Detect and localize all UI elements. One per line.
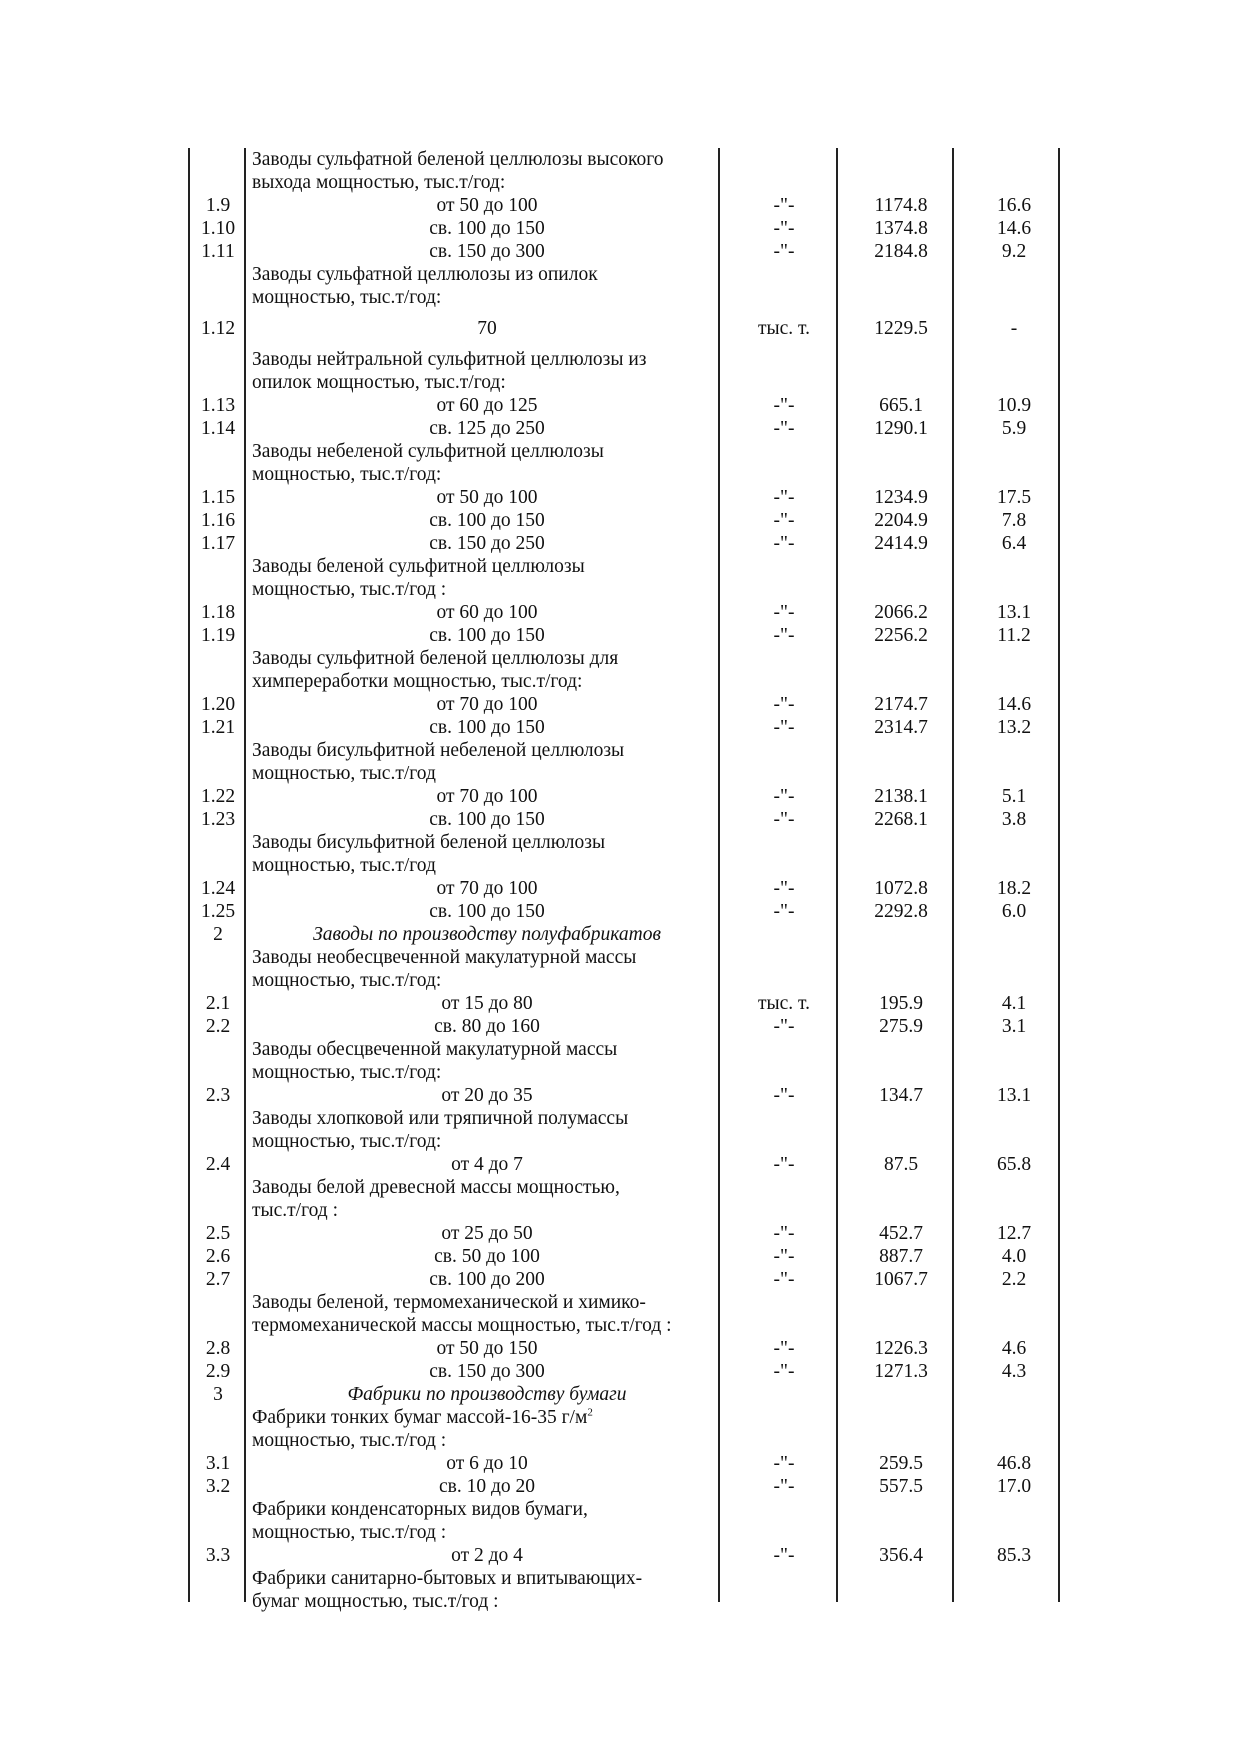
value-cell-2: 11.2 bbox=[997, 625, 1031, 646]
table-row bbox=[188, 1521, 1060, 1544]
unit-cell: -"- bbox=[773, 1269, 795, 1290]
row-number: 1.13 bbox=[200, 395, 236, 416]
table-row bbox=[188, 1107, 1060, 1130]
table-row bbox=[188, 1498, 1060, 1521]
row-description: мощностью, тыс.т/год : bbox=[252, 1430, 447, 1451]
row-number: 1.15 bbox=[200, 487, 236, 508]
value-cell-2: 18.2 bbox=[996, 878, 1032, 899]
row-description: Заводы беленой, термомеханической и химико- bbox=[252, 1292, 646, 1313]
row-description: от 6 до 10 bbox=[446, 1453, 528, 1474]
row-number: 1.9 bbox=[205, 195, 231, 216]
table-row bbox=[188, 486, 1060, 509]
row-description: мощностью, тыс.т/год bbox=[252, 855, 436, 876]
unit-cell: -"- bbox=[773, 1246, 795, 1267]
unit-cell: -"- bbox=[773, 602, 795, 623]
row-number: 1.19 bbox=[200, 625, 236, 646]
value-cell-1: 259.5 bbox=[879, 1453, 923, 1474]
value-cell-2: 16.6 bbox=[996, 195, 1032, 216]
value-cell-2: 4.3 bbox=[1001, 1361, 1027, 1382]
row-description: Заводы сульфатной беленой целлюлозы высокого bbox=[252, 149, 664, 170]
table-row bbox=[188, 647, 1060, 670]
table-row bbox=[188, 394, 1060, 417]
row-description: св. 10 до 20 bbox=[438, 1476, 536, 1497]
value-cell-2: 65.8 bbox=[996, 1154, 1032, 1175]
table-row bbox=[188, 1268, 1060, 1291]
row-number: 2.6 bbox=[205, 1246, 231, 1267]
row-number: 2.9 bbox=[205, 1361, 231, 1382]
table-row bbox=[188, 1567, 1060, 1590]
row-description: мощностью, тыс.т/год: bbox=[252, 970, 442, 991]
row-description: Заводы небеленой сульфитной целлюлозы bbox=[252, 441, 604, 462]
row-description: мощностью, тыс.т/год: bbox=[252, 1131, 442, 1152]
table-row bbox=[188, 1314, 1060, 1337]
unit-cell: -"- bbox=[773, 195, 795, 216]
value-cell-2: 17.5 bbox=[996, 487, 1032, 508]
row-description: Заводы по производству полуфабрикатов bbox=[313, 924, 661, 945]
row-description: от 20 до 35 bbox=[441, 1085, 533, 1106]
row-description: Заводы хлопковой или тряпичной полумассы bbox=[252, 1108, 629, 1129]
row-description: св. 100 до 150 bbox=[429, 218, 545, 239]
row-number: 1.18 bbox=[200, 602, 236, 623]
row-description: Заводы бисульфитной небеленой целлюлозы bbox=[252, 740, 625, 761]
table-row bbox=[188, 900, 1060, 923]
table-row bbox=[188, 194, 1060, 217]
table-row bbox=[188, 762, 1060, 785]
value-cell-2: 5.1 bbox=[1001, 786, 1027, 807]
table-row bbox=[188, 1291, 1060, 1314]
table-row bbox=[188, 532, 1060, 555]
table-row bbox=[188, 785, 1060, 808]
row-description: св. 125 до 250 bbox=[429, 418, 545, 439]
unit-cell: -"- bbox=[773, 1085, 795, 1106]
value-cell-1: 2204.9 bbox=[874, 510, 928, 531]
table-row bbox=[188, 739, 1060, 762]
table-row bbox=[188, 992, 1060, 1015]
value-cell-1: 2268.1 bbox=[874, 809, 928, 830]
row-description: Заводы бисульфитной беленой целлюлозы bbox=[252, 832, 606, 853]
value-cell-1: 1229.5 bbox=[874, 318, 928, 339]
unit-cell: тыс. т. bbox=[758, 318, 810, 339]
table-row bbox=[188, 969, 1060, 992]
table-row bbox=[188, 808, 1060, 831]
row-description: от 2 до 4 bbox=[451, 1545, 523, 1566]
value-cell-2: 2.2 bbox=[1001, 1269, 1027, 1290]
row-description: бумаг мощностью, тыс.т/год : bbox=[252, 1591, 499, 1612]
table-row bbox=[188, 877, 1060, 900]
value-cell-1: 2066.2 bbox=[874, 602, 928, 623]
row-description: от 15 до 80 bbox=[441, 993, 533, 1014]
row-description: Заводы сульфитной беленой целлюлозы для bbox=[252, 648, 619, 669]
value-cell-1: 1226.3 bbox=[874, 1338, 928, 1359]
table-row bbox=[188, 171, 1060, 194]
row-description: Заводы сульфатной целлюлозы из опилок bbox=[252, 264, 598, 285]
value-cell-1: 2138.1 bbox=[874, 786, 928, 807]
value-cell-2: 9.2 bbox=[1001, 241, 1027, 262]
table-row bbox=[188, 1544, 1060, 1567]
table-row bbox=[188, 286, 1060, 309]
table-row bbox=[188, 1130, 1060, 1153]
value-cell-2: 14.6 bbox=[996, 218, 1032, 239]
unit-cell: -"- bbox=[773, 1016, 795, 1037]
value-cell-1: 1374.8 bbox=[874, 218, 928, 239]
table-row bbox=[188, 693, 1060, 716]
table-row bbox=[188, 1406, 1060, 1429]
value-cell-1: 134.7 bbox=[879, 1085, 923, 1106]
row-description: от 50 до 150 bbox=[436, 1338, 538, 1359]
table-row bbox=[188, 1590, 1060, 1613]
unit-cell: -"- bbox=[773, 1361, 795, 1382]
table-row bbox=[188, 240, 1060, 263]
table-row bbox=[188, 601, 1060, 624]
table-row bbox=[188, 371, 1060, 394]
row-description: Фабрики конденсаторных видов бумаги, bbox=[252, 1499, 588, 1520]
row-description: мощностью, тыс.т/год bbox=[252, 763, 436, 784]
row-number: 2.8 bbox=[205, 1338, 231, 1359]
table-row bbox=[188, 309, 1060, 348]
row-number: 1.17 bbox=[200, 533, 236, 554]
table-row bbox=[188, 1038, 1060, 1061]
row-description: св. 100 до 150 bbox=[429, 809, 545, 830]
table-row bbox=[188, 509, 1060, 532]
row-description: химпереработки мощностью, тыс.т/год: bbox=[252, 671, 583, 692]
unit-cell: -"- bbox=[773, 694, 795, 715]
row-number: 2 bbox=[213, 924, 223, 945]
value-cell-2: 4.0 bbox=[1001, 1246, 1027, 1267]
value-cell-2: 13.1 bbox=[996, 602, 1032, 623]
table-row bbox=[188, 1061, 1060, 1084]
table-body bbox=[188, 148, 1060, 1613]
unit-cell: -"- bbox=[773, 241, 795, 262]
value-cell-1: 1067.7 bbox=[874, 1269, 928, 1290]
value-cell-2: 6.4 bbox=[1001, 533, 1027, 554]
table-row bbox=[188, 578, 1060, 601]
unit-cell: -"- bbox=[773, 487, 795, 508]
row-number: 2.5 bbox=[205, 1223, 231, 1244]
unit-cell: -"- bbox=[773, 717, 795, 738]
row-description: мощностью, тыс.т/год: bbox=[252, 287, 442, 308]
value-cell-1: 2174.7 bbox=[874, 694, 928, 715]
table-row bbox=[188, 854, 1060, 877]
table-row bbox=[188, 1475, 1060, 1498]
row-description: св. 150 до 300 bbox=[429, 1361, 545, 1382]
table-row bbox=[188, 263, 1060, 286]
row-description: св. 80 до 160 bbox=[434, 1016, 540, 1037]
table-row bbox=[188, 946, 1060, 969]
row-description: опилок мощностью, тыс.т/год: bbox=[252, 372, 506, 393]
value-cell-2: 12.7 bbox=[996, 1223, 1032, 1244]
value-cell-1: 557.5 bbox=[879, 1476, 923, 1497]
value-cell-2: 6.0 bbox=[1001, 901, 1027, 922]
row-description: св. 100 до 200 bbox=[429, 1269, 545, 1290]
value-cell-2: 3.8 bbox=[1001, 809, 1027, 830]
value-cell-2: 3.1 bbox=[1001, 1016, 1027, 1037]
row-description: термомеханической массы мощностью, тыс.т/год : bbox=[252, 1315, 672, 1336]
table-row bbox=[188, 923, 1060, 946]
value-cell-1: 1271.3 bbox=[874, 1361, 928, 1382]
unit-cell: -"- bbox=[773, 1476, 795, 1497]
value-cell-1: 356.4 bbox=[879, 1545, 923, 1566]
table-row bbox=[188, 831, 1060, 854]
unit-cell: -"- bbox=[773, 1338, 795, 1359]
value-cell-1: 2314.7 bbox=[874, 717, 928, 738]
value-cell-1: 1290.1 bbox=[874, 418, 928, 439]
unit-cell: -"- bbox=[773, 1453, 795, 1474]
table-row bbox=[188, 1383, 1060, 1406]
unit-cell: -"- bbox=[773, 625, 795, 646]
row-description: выхода мощностью, тыс.т/год: bbox=[252, 172, 506, 193]
value-cell-1: 2256.2 bbox=[874, 625, 928, 646]
row-description: мощностью, тыс.т/год : bbox=[252, 579, 447, 600]
table-row bbox=[188, 1084, 1060, 1107]
value-cell-2: - bbox=[1010, 318, 1018, 339]
row-number: 1.12 bbox=[200, 318, 236, 339]
value-cell-2: 85.3 bbox=[996, 1545, 1032, 1566]
value-cell-2: 4.1 bbox=[1001, 993, 1027, 1014]
table-row bbox=[188, 1337, 1060, 1360]
value-cell-2: 4.6 bbox=[1001, 1338, 1027, 1359]
row-description: св. 50 до 100 bbox=[434, 1246, 540, 1267]
row-description: 70 bbox=[477, 318, 497, 339]
value-cell-1: 887.7 bbox=[879, 1246, 923, 1267]
table-row bbox=[188, 1222, 1060, 1245]
unit-cell: -"- bbox=[773, 218, 795, 239]
value-cell-2: 17.0 bbox=[996, 1476, 1032, 1497]
row-description: Фабрики санитарно-бытовых и впитывающих- bbox=[252, 1568, 643, 1589]
row-description: Заводы нейтральной сульфитной целлюлозы из bbox=[252, 349, 647, 370]
row-number: 1.20 bbox=[200, 694, 236, 715]
unit-cell: -"- bbox=[773, 533, 795, 554]
row-number: 1.24 bbox=[200, 878, 236, 899]
table-row bbox=[188, 1199, 1060, 1222]
row-description: от 60 до 125 bbox=[436, 395, 538, 416]
row-number: 1.21 bbox=[200, 717, 236, 738]
row-number: 1.10 bbox=[200, 218, 236, 239]
row-description: Заводы белой древесной массы мощностью, bbox=[252, 1177, 620, 1198]
unit-cell: -"- bbox=[773, 878, 795, 899]
value-cell-1: 195.9 bbox=[879, 993, 923, 1014]
row-description: Фабрики по производству бумаги bbox=[347, 1384, 627, 1405]
table-row bbox=[188, 1015, 1060, 1038]
table-row bbox=[188, 417, 1060, 440]
row-description: Заводы обесцвеченной макулатурной массы bbox=[252, 1039, 618, 1060]
unit-cell: -"- bbox=[773, 1545, 795, 1566]
row-number: 2.4 bbox=[205, 1154, 231, 1175]
value-cell-1: 1234.9 bbox=[874, 487, 928, 508]
value-cell-1: 2414.9 bbox=[874, 533, 928, 554]
row-description: св. 150 до 250 bbox=[429, 533, 545, 554]
row-description: мощностью, тыс.т/год: bbox=[252, 464, 442, 485]
row-description: Заводы беленой сульфитной целлюлозы bbox=[252, 556, 585, 577]
row-description: Заводы необесцвеченной макулатурной массы bbox=[252, 947, 637, 968]
table-row bbox=[188, 1245, 1060, 1268]
value-cell-2: 46.8 bbox=[996, 1453, 1032, 1474]
table-row bbox=[188, 624, 1060, 647]
row-description: мощностью, тыс.т/год: bbox=[252, 1062, 442, 1083]
row-number: 1.23 bbox=[200, 809, 236, 830]
row-description: от 70 до 100 bbox=[436, 694, 538, 715]
table-row bbox=[188, 716, 1060, 739]
row-number: 2.2 bbox=[205, 1016, 231, 1037]
row-number: 2.1 bbox=[205, 993, 231, 1014]
value-cell-2: 7.8 bbox=[1001, 510, 1027, 531]
table-row bbox=[188, 217, 1060, 240]
value-cell-2: 13.1 bbox=[996, 1085, 1032, 1106]
table-row bbox=[188, 555, 1060, 578]
row-number: 3.2 bbox=[205, 1476, 231, 1497]
table-row bbox=[188, 148, 1060, 171]
row-description: св. 150 до 300 bbox=[429, 241, 545, 262]
row-description: от 50 до 100 bbox=[436, 195, 538, 216]
row-number: 1.16 bbox=[200, 510, 236, 531]
row-description: от 25 до 50 bbox=[441, 1223, 533, 1244]
value-cell-2: 13.2 bbox=[996, 717, 1032, 738]
table-row bbox=[188, 1429, 1060, 1452]
unit-cell: -"- bbox=[773, 901, 795, 922]
description-text: Фабрики тонких бумаг массой-16-35 г/м bbox=[252, 1407, 588, 1428]
table-row bbox=[188, 670, 1060, 693]
row-description: от 60 до 100 bbox=[436, 602, 538, 623]
unit-cell: -"- bbox=[773, 1223, 795, 1244]
unit-superscript: 2 bbox=[587, 1406, 593, 1419]
row-number: 1.25 bbox=[200, 901, 236, 922]
row-description: от 70 до 100 bbox=[436, 786, 538, 807]
row-description: мощностью, тыс.т/год : bbox=[252, 1522, 447, 1543]
row-description: св. 100 до 150 bbox=[429, 625, 545, 646]
unit-cell: -"- bbox=[773, 786, 795, 807]
value-cell-1: 1072.8 bbox=[874, 878, 928, 899]
table-row bbox=[188, 348, 1060, 371]
row-number: 1.11 bbox=[201, 241, 235, 262]
row-number: 2.3 bbox=[205, 1085, 231, 1106]
row-description: от 4 до 7 bbox=[451, 1154, 523, 1175]
norms-table bbox=[188, 148, 1060, 1612]
unit-cell: -"- bbox=[773, 418, 795, 439]
table-row bbox=[188, 1176, 1060, 1199]
row-description: от 70 до 100 bbox=[436, 878, 538, 899]
table-row bbox=[188, 440, 1060, 463]
row-number: 2.7 bbox=[205, 1269, 231, 1290]
unit-cell: -"- bbox=[773, 809, 795, 830]
table-row bbox=[188, 1153, 1060, 1176]
row-number: 3.3 bbox=[205, 1545, 231, 1566]
table-row bbox=[188, 1452, 1060, 1475]
value-cell-1: 452.7 bbox=[879, 1223, 923, 1244]
value-cell-1: 1174.8 bbox=[874, 195, 928, 216]
row-description: св. 100 до 150 bbox=[429, 717, 545, 738]
row-number: 1.14 bbox=[200, 418, 236, 439]
row-number: 3 bbox=[213, 1384, 223, 1405]
row-description: св. 100 до 150 bbox=[429, 901, 545, 922]
value-cell-1: 2292.8 bbox=[874, 901, 928, 922]
row-description: тыс.т/год : bbox=[252, 1200, 339, 1221]
unit-cell: -"- bbox=[773, 1154, 795, 1175]
value-cell-2: 10.9 bbox=[996, 395, 1032, 416]
value-cell-2: 14.6 bbox=[996, 694, 1032, 715]
value-cell-2: 5.9 bbox=[1001, 418, 1027, 439]
row-number: 1.22 bbox=[200, 786, 236, 807]
value-cell-1: 2184.8 bbox=[874, 241, 928, 262]
value-cell-1: 665.1 bbox=[879, 395, 923, 416]
table-row bbox=[188, 463, 1060, 486]
row-number: 3.1 bbox=[205, 1453, 231, 1474]
unit-cell: -"- bbox=[773, 395, 795, 416]
row-description bbox=[252, 1406, 722, 1429]
row-description: от 50 до 100 bbox=[436, 487, 538, 508]
value-cell-1: 87.5 bbox=[883, 1154, 919, 1175]
value-cell-1: 275.9 bbox=[879, 1016, 923, 1037]
unit-cell: -"- bbox=[773, 510, 795, 531]
row-description: св. 100 до 150 bbox=[429, 510, 545, 531]
unit-cell: тыс. т. bbox=[758, 993, 810, 1014]
table-row bbox=[188, 1360, 1060, 1383]
